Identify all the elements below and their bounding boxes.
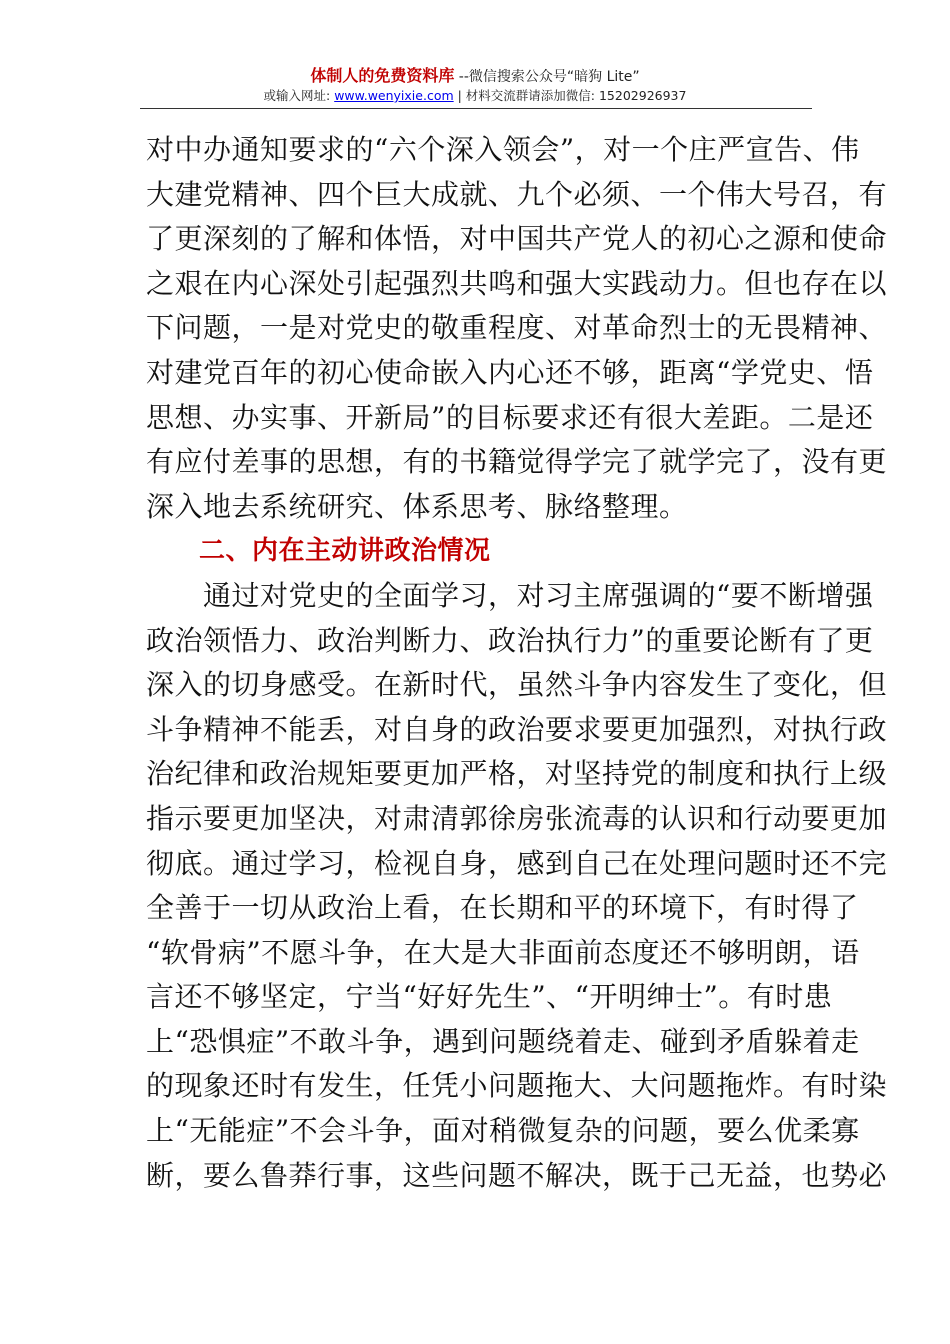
text-line: 政治领悟力、政治判断力、政治执行力”的重要论断有了更 [146, 623, 874, 657]
header-brand: 体制人的免费资料库 [310, 66, 455, 85]
document-body [146, 128, 888, 1198]
text-line: 彻底。通过学习，检视自身，感到自己在处理问题时还不完 [146, 846, 888, 880]
text-line: 全善于一切从政治上看，在长期和平的环境下，有时得了 [146, 891, 859, 925]
text-line: 通过对党史的全面学习，对习主席强调的“要不断增强 [146, 578, 874, 612]
section-heading: 二、内在主动讲政治情况 [146, 536, 491, 567]
text-line: 了更深刻的了解和体悟，对中国共产党人的初心之源和使命 [146, 222, 888, 256]
text-line: 有应付差事的思想，有的书籍觉得学完了就学完了，没有更 [146, 445, 888, 479]
header-note: --微信搜索公众号“暗狗 Lite” [454, 69, 640, 85]
text-line: 之艰在内心深处引起强烈共鸣和强大实践动力。但也存在以 [146, 266, 888, 300]
text-line: 治纪律和政治规矩要更加严格，对坚持党的制度和执行上级 [146, 757, 888, 791]
text-line: 大建党精神、四个巨大成就、九个必须、一个伟大号召，有 [146, 177, 888, 211]
text-line: 思想、办实事、开新局”的目标要求还有很大差距。二是还 [146, 400, 874, 434]
header-contact-line [0, 87, 950, 105]
text-line: 下问题，一是对党史的敬重程度、对革命烈士的无畏精神、 [146, 311, 888, 345]
header-url-link[interactable]: www.wenyixie.com [334, 88, 454, 103]
text-line: 上“恐惧症”不敢斗争，遇到问题绕着走、碰到矛盾躲着走 [146, 1024, 860, 1058]
header-contact: | 材料交流群请添加微信: 15202926937 [453, 88, 687, 103]
text-line: 断，要么鲁莽行事，这些问题不解决，既于己无益，也势必 [146, 1158, 888, 1192]
text-line: 言还不够坚定，宁当“好好先生”、“开明绅士”。有时患 [146, 980, 833, 1014]
text-line: 的现象还时有发生，任凭小问题拖大、大问题拖炸。有时染 [146, 1069, 888, 1103]
text-line: 深入的切身感受。在新时代，虽然斗争内容发生了变化，但 [146, 668, 888, 702]
text-line: 上“无能症”不会斗争，面对稍微复杂的问题，要么优柔寡 [146, 1114, 860, 1148]
header-title-line [0, 66, 950, 87]
header-divider [140, 108, 812, 109]
header-url-prefix: 或输入网址: [263, 88, 335, 103]
text-line: 对建党百年的初心使命嵌入内心还不够，距离“学党史、悟 [146, 355, 874, 389]
text-line: “软骨病”不愿斗争，在大是大非面前态度还不够明朗，语 [146, 935, 860, 969]
text-line: 斗争精神不能丢，对自身的政治要求要更加强烈，对执行政 [146, 712, 888, 746]
text-line: 深入地去系统研究、体系思考、脉络整理。 [146, 489, 688, 523]
text-line: 指示要更加坚决，对肃清郭徐房张流毒的认识和行动要更加 [146, 801, 888, 835]
text-line: 对中办通知要求的“六个深入领会”，对一个庄严宣告、伟 [146, 133, 860, 166]
page-header [0, 66, 950, 105]
